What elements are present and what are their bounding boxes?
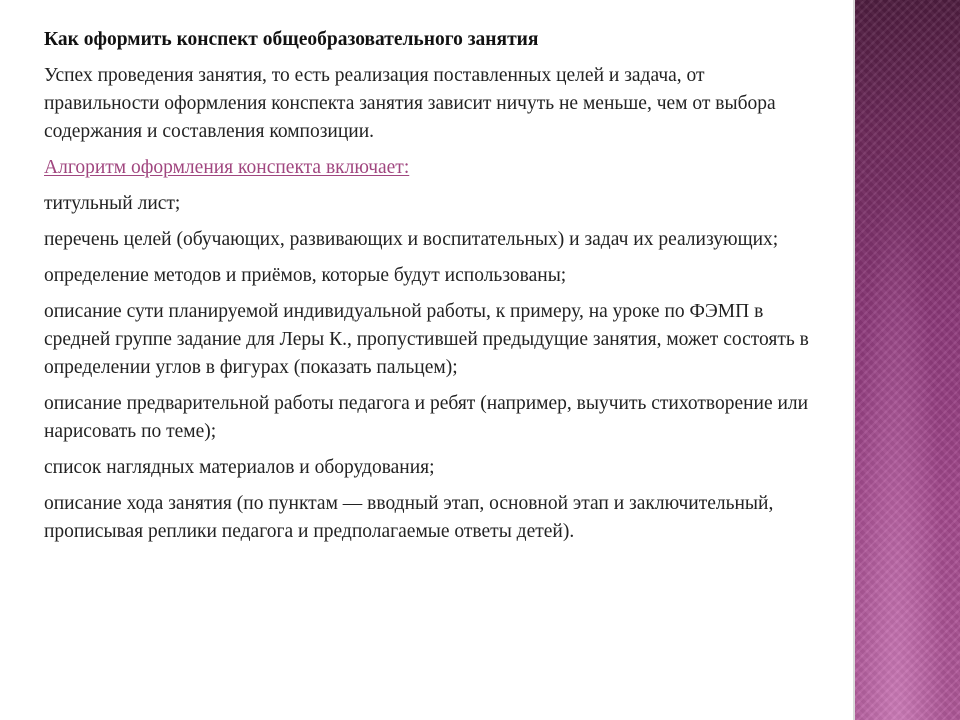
list-item: определение методов и приёмов, которые будут использованы; [44,265,567,286]
list-item: перечень целей (обучающих, развивающих и воспитательных) и задач их реализующих; [44,229,779,250]
list-item: описание предварительной работы педагога и ребят (например, выучить стихотворение или нарисовать по теме); [44,393,809,442]
intro-paragraph: Успех проведения занятия, то есть реализация поставленных целей и задача, от правильности оформления конспекта занятия зависит ничуть не меньше, чем от выбора содержания и составления композиции. [44,65,776,142]
algorithm-link[interactable]: Алгоритм оформления конспекта включает: [44,157,410,178]
list-item: описание сути планируемой индивидуальной работы, к примеру, на уроке по ФЭМП в средней группе задание для Леры К., пропустившей предыдущие занятия, может состоять в определении углов в фигурах (показать пальцем); [44,301,809,378]
decorative-side-band [855,0,960,720]
list-item: список наглядных материалов и оборудования; [44,457,435,478]
slide-title: Как оформить конспект общеобразовательного занятия [44,29,539,50]
slide-content [44,26,824,554]
list-item: описание хода занятия (по пунктам — вводный этап, основной этап и заключительный, прописывая реплики педагога и предполагаемые ответы детей). [44,493,774,542]
list-item: титульный лист; [44,193,181,214]
side-band-glow [855,0,960,720]
